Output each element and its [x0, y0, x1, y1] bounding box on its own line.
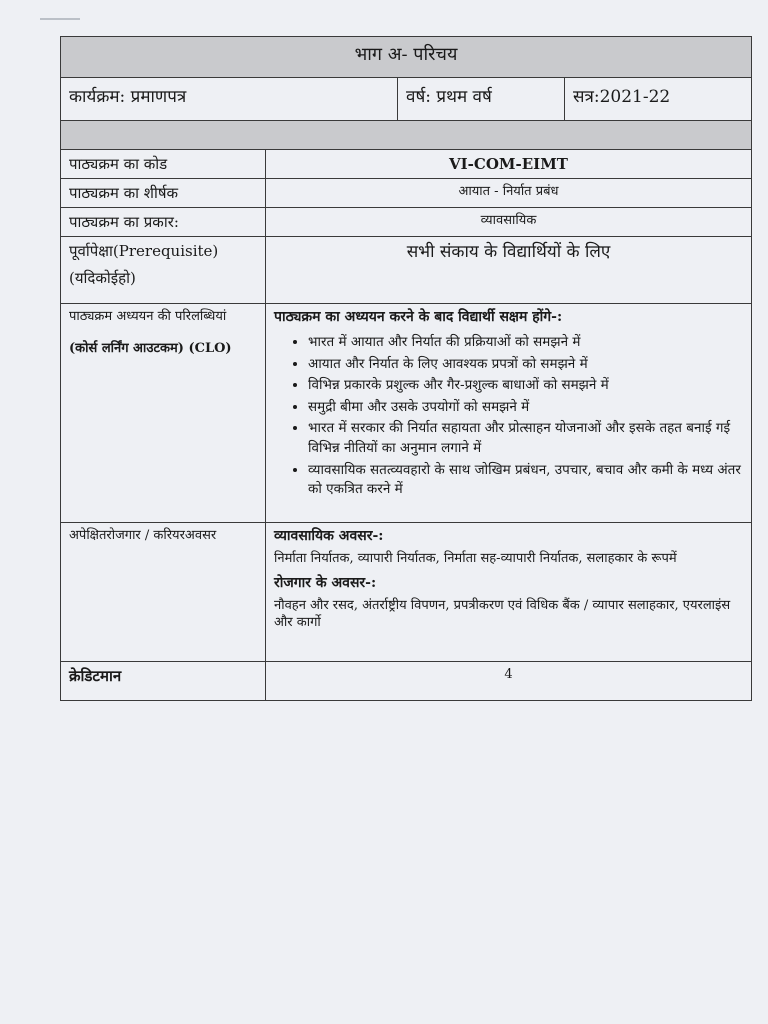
prereq-value: सभी संकाय के विद्यार्थियों के लिए	[266, 237, 752, 304]
clo-label-cell	[61, 304, 266, 523]
employment-text: नौवहन और रसद, अंतर्राष्ट्रीय विपणन, प्रपत्रीकरण एवं विधिक बैंक / व्यापार सलाहकार, एयरलाइंस और कार्गो	[274, 597, 731, 631]
clo-content	[266, 304, 752, 523]
scan-mark	[40, 18, 80, 20]
clo-list	[274, 333, 743, 500]
type-value: व्यावसायिक	[266, 208, 752, 237]
career-label: अपेक्षितरोजगार / करियरअवसर	[61, 523, 266, 662]
prereq-sub: (यदिकोईहो)	[69, 268, 136, 287]
employment-head: रोजगार के अवसर-:	[274, 574, 377, 591]
title-value: आयात - निर्यात प्रबंध	[266, 178, 752, 207]
details-table	[60, 149, 752, 702]
clo-item: • भारत में सरकार की निर्यात सहायता और प्रोत्साहन योजनाओं और इसके तहत बनाई गई विभिन्न नीतियों का अनुमान लगाने में	[308, 419, 743, 458]
course-table	[60, 36, 752, 150]
clo-intro: पाठ्यक्रम का अध्ययन करने के बाद विद्यार्थी सक्षम होंगे-:	[274, 309, 563, 326]
year-cell: वर्ष: प्रथम वर्ष	[398, 78, 565, 121]
title-label: पाठ्यक्रम का शीर्षक	[61, 178, 266, 207]
credit-label: क्रेडिटमान	[61, 662, 266, 701]
type-label: पाठ्यक्रम का प्रकार:	[61, 208, 266, 237]
course-document	[60, 36, 752, 701]
program-cell: कार्यक्रम: प्रमाणपत्र	[61, 78, 398, 121]
clo-label-line2: (कोर्स लर्निंग आउटकम) (CLO)	[69, 340, 232, 356]
clo-item: • समुद्री बीमा और उसके उपयोगों को समझने में	[308, 398, 743, 418]
session-cell: सत्र:2021-22	[565, 78, 752, 121]
clo-item: • आयात और निर्यात के लिए आवश्यक प्रपत्रों को समझने में	[308, 355, 743, 375]
grey-divider	[61, 121, 752, 150]
credit-value: 4	[266, 662, 752, 701]
prereq-label-cell	[61, 237, 266, 304]
clo-label-line1: पाठ्यक्रम अध्ययन की परिलब्धियां	[69, 309, 227, 325]
clo-item: • भारत में आयात और निर्यात की प्रक्रियाओं को समझने में	[308, 333, 743, 353]
code-label: पाठ्यक्रम का कोड	[61, 149, 266, 178]
business-head: व्यावसायिक अवसर-:	[274, 528, 384, 545]
code-value: VI-COM-EIMT	[266, 149, 752, 178]
business-text: निर्माता निर्यातक, व्यापारी निर्यातक, निर्माता सह-व्यापारी निर्यातक, सलाहकार के रूपमें	[274, 551, 677, 567]
part-title: भाग अ- परिचय	[61, 37, 752, 78]
career-content	[266, 523, 752, 662]
clo-item: • विभिन्न प्रकारके प्रशुल्क और गैर-प्रशुल्क बाधाओं को समझने में	[308, 376, 743, 396]
clo-item: • व्यावसायिक सतत्व्यवहारो के साथ जोखिम प्रबंधन, उपचार, बचाव और कमी के मध्य अंतर को एकत्रित करने में	[308, 461, 743, 500]
prereq-label: पूर्वापेक्षा(Prerequisite)	[69, 242, 219, 261]
